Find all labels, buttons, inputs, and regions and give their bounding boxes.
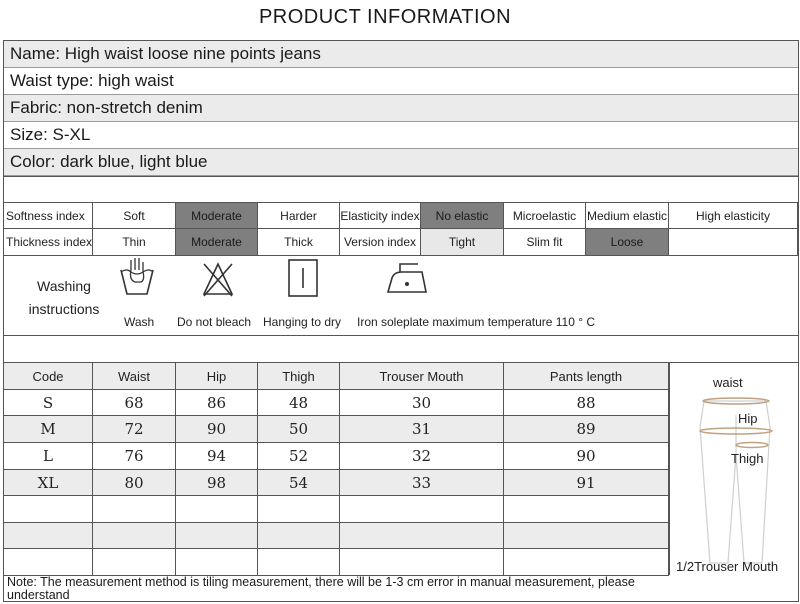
table-cell: 50	[258, 416, 340, 443]
table-cell: 89	[504, 416, 669, 443]
table-header: Code	[4, 363, 93, 390]
pants-diagram	[669, 363, 798, 575]
spacer-row-2	[4, 336, 798, 363]
measurement-note: Note: The measurement method is tiling measurement, there will be 1-3 cm error in manual measurement, please understand	[7, 575, 635, 602]
attribute-cell: High elasticity	[669, 203, 798, 229]
empty-cell	[258, 549, 340, 576]
iron-text: Iron soleplate maximum temperature 110 ° C	[357, 315, 596, 329]
empty-cell	[176, 523, 258, 549]
empty-cell	[340, 549, 504, 576]
info-size: Size: S-XL	[4, 122, 798, 149]
attribute-cell: Moderate	[176, 203, 258, 229]
table-cell: 68	[93, 390, 176, 416]
table-cell: 32	[340, 443, 504, 470]
hang-dry-text: Hanging to dry	[263, 315, 342, 329]
table-header: Trouser Mouth	[340, 363, 504, 390]
attribute-cell: Tight	[421, 229, 504, 256]
table-cell: 86	[176, 390, 258, 416]
table-header: Pants length	[504, 363, 669, 390]
attribute-cell: Moderate	[176, 229, 258, 256]
empty-cell	[504, 523, 669, 549]
empty-cell	[93, 496, 176, 523]
attribute-cell: Harder	[258, 203, 340, 229]
no-bleach-icon	[198, 256, 238, 302]
table-cell: 48	[258, 390, 340, 416]
empty-cell	[258, 496, 340, 523]
empty-cell	[93, 549, 176, 576]
table-cell: XL	[4, 470, 93, 496]
hand-wash-icon	[117, 256, 157, 302]
empty-cell	[4, 523, 93, 549]
empty-cell	[93, 523, 176, 549]
attribute-cell: Slim fit	[504, 229, 586, 256]
attribute-cell: Version index	[340, 229, 421, 256]
empty-cell	[504, 496, 669, 523]
diagram-thigh-label: Thigh	[731, 451, 764, 466]
iron-icon	[382, 256, 432, 302]
attribute-cell: Elasticity index	[340, 203, 421, 229]
table-cell: 80	[93, 470, 176, 496]
empty-cell	[504, 549, 669, 576]
table-cell: 33	[340, 470, 504, 496]
empty-cell	[4, 549, 93, 576]
attribute-cell: Thick	[258, 229, 340, 256]
empty-cell	[176, 549, 258, 576]
attribute-cell: Softness index	[4, 203, 93, 229]
table-cell: 72	[93, 416, 176, 443]
empty-cell	[340, 496, 504, 523]
attribute-cell: No elastic	[421, 203, 504, 229]
info-name: Name: High waist loose nine points jeans	[4, 41, 798, 68]
table-cell: 90	[504, 443, 669, 470]
spacer-row	[4, 176, 798, 203]
attribute-cell: Thin	[93, 229, 176, 256]
info-waist-type: Waist type: high waist	[4, 68, 798, 95]
table-cell: L	[4, 443, 93, 470]
wash-text: Wash	[124, 315, 155, 329]
table-cell: S	[4, 390, 93, 416]
table-cell: 88	[504, 390, 669, 416]
table-cell: 30	[340, 390, 504, 416]
diagram-waist-label: waist	[713, 375, 743, 390]
table-cell: 54	[258, 470, 340, 496]
info-color: Color: dark blue, light blue	[4, 149, 798, 176]
table-cell: 31	[340, 416, 504, 443]
empty-cell	[176, 496, 258, 523]
table-header: Hip	[176, 363, 258, 390]
table-cell: 98	[176, 470, 258, 496]
info-fabric: Fabric: non-stretch denim	[4, 95, 798, 122]
table-header: Waist	[93, 363, 176, 390]
table-cell: 90	[176, 416, 258, 443]
no-bleach-text: Do not bleach	[177, 315, 252, 329]
diagram-hip-label: Hip	[738, 411, 758, 426]
empty-cell	[258, 523, 340, 549]
empty-cell	[340, 523, 504, 549]
page-title: PRODUCT INFORMATION	[258, 6, 512, 28]
table-header: Thigh	[258, 363, 340, 390]
attribute-cell: Microelastic	[504, 203, 586, 229]
diagram-mouth-label: 1/2Trouser Mouth	[676, 559, 779, 574]
washing-label: Washing instructions	[28, 278, 100, 317]
hang-dry-icon	[283, 256, 323, 302]
empty-cell	[4, 496, 93, 523]
attribute-cell: Soft	[93, 203, 176, 229]
table-cell: M	[4, 416, 93, 443]
table-cell: 94	[176, 443, 258, 470]
attribute-cell: Thickness index	[4, 229, 93, 256]
attribute-cell: Loose	[586, 229, 669, 256]
table-cell: 91	[504, 470, 669, 496]
table-cell: 76	[93, 443, 176, 470]
table-cell: 52	[258, 443, 340, 470]
attribute-cell	[669, 229, 798, 256]
attribute-cell: Medium elastic	[586, 203, 669, 229]
